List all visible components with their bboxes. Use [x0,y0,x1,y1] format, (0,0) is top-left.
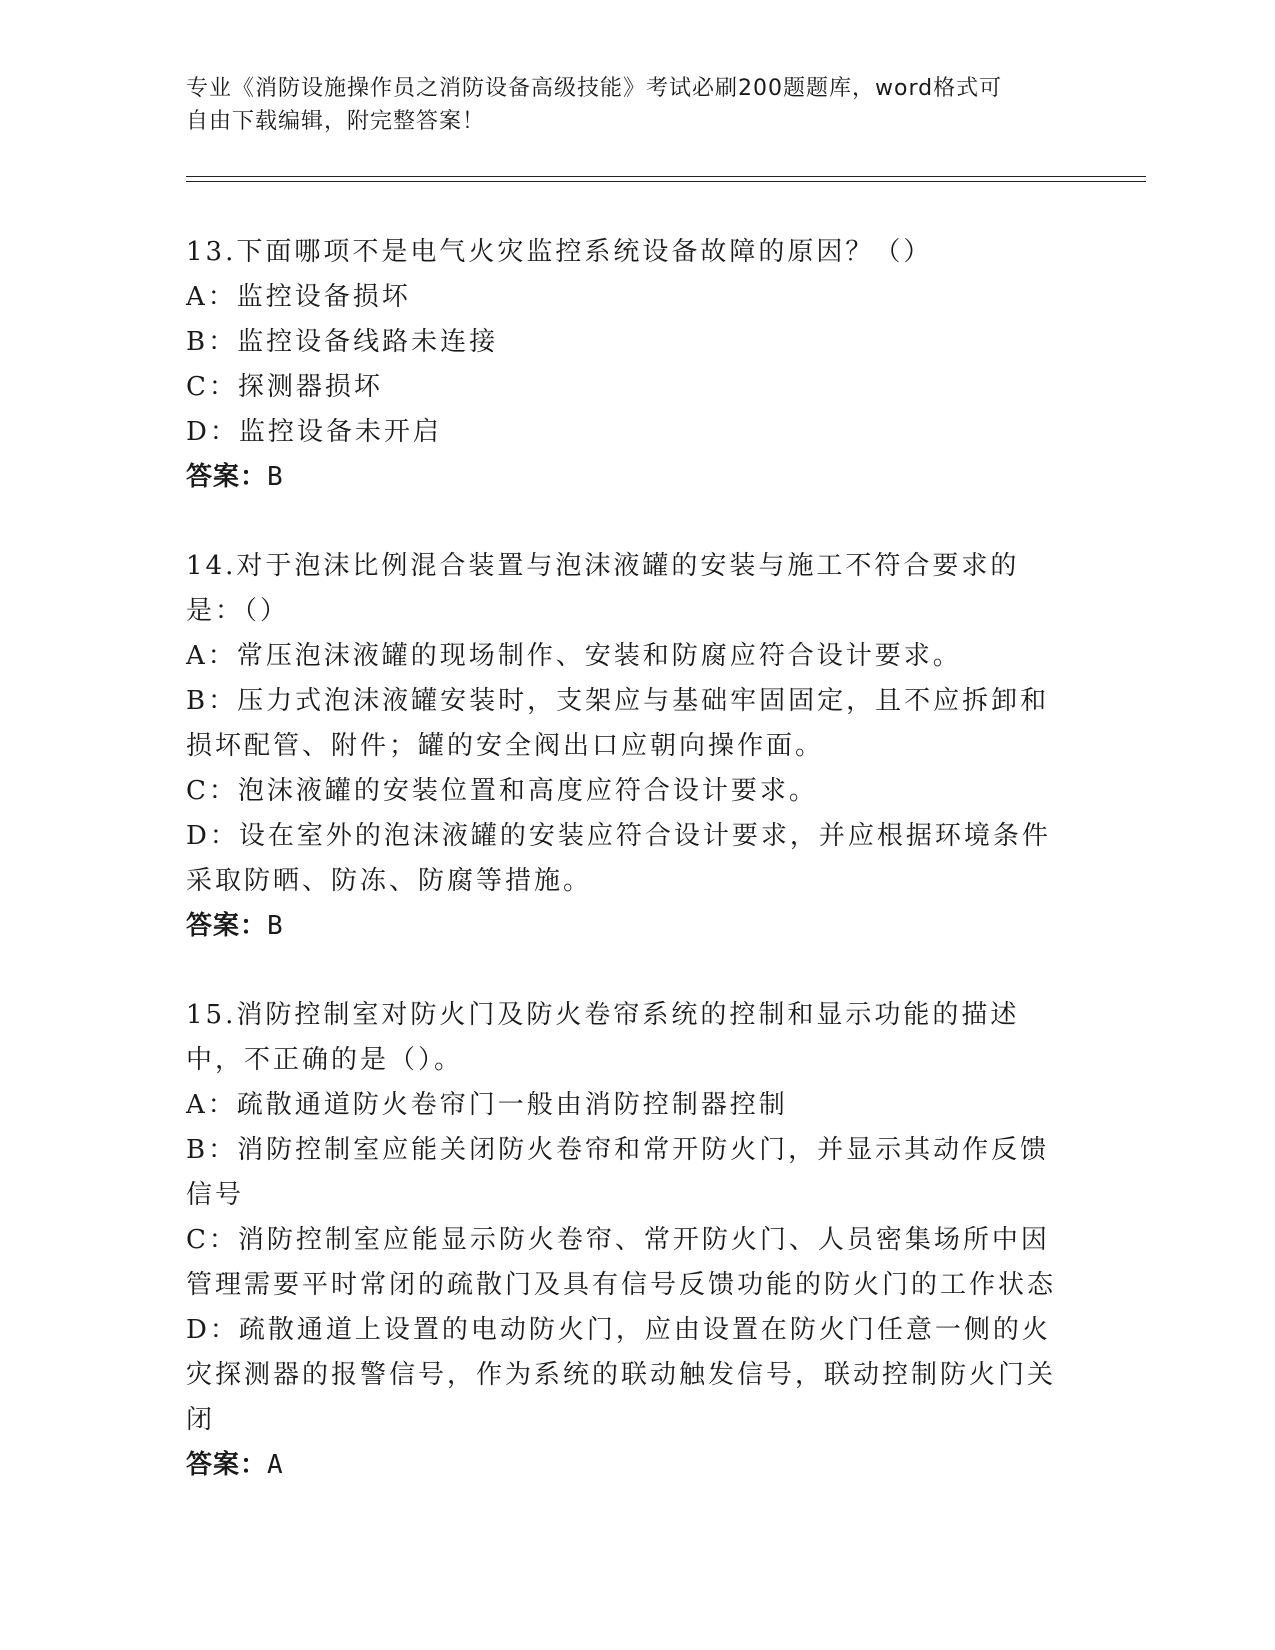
option-a: A：常压泡沫液罐的现场制作、安装和防腐应符合设计要求。 [186,641,962,671]
option-c: C：泡沫液罐的安装位置和高度应符合设计要求。 [186,776,818,806]
answer-value: B [267,911,284,941]
option-a: A：监控设备损坏 [186,282,411,312]
option-b: B：压力式泡沫液罐安装时，支架应与基础牢固固定，且不应拆卸和损坏配管、附件；罐的安全阀出口应朝向操作面。 [186,686,1050,761]
question-15 [186,993,1076,1488]
option-d: D：设在室外的泡沫液罐的安装应符合设计要求，并应根据环境条件采取防晒、防冻、防腐等措施。 [186,821,1051,896]
option-a: A：疏散通道防火卷帘门一般由消防控制器控制 [186,1090,788,1120]
header-line-2: 自由下载编辑，附完整答案！ [186,109,486,134]
answer-label: 答案： [186,462,268,492]
option-d: D：疏散通道上设置的电动防火门，应由设置在防火门任意一侧的火灾探测器的报警信号，作为系统的联动触发信号，联动控制防火门关闭 [186,1315,1057,1435]
answer-label: 答案： [186,1450,268,1480]
answer-line [186,1443,1076,1488]
answer-line [186,455,1076,500]
question-stem: 13.下面哪项不是电气火灾监控系统设备故障的原因？（） [186,237,933,267]
option-c: C：消防控制室应能显示防火卷帘、常开防火门、人员密集场所中因管理需要平时常闭的疏散门及具有信号反馈功能的防火门的工作状态 [186,1225,1057,1300]
question-14 [186,544,1076,949]
question-list [186,230,1076,1532]
question-stem: 15.消防控制室对防火门及防火卷帘系统的控制和显示功能的描述中，不正确的是（）。 [186,1000,1020,1075]
answer-value: A [267,1450,284,1480]
question-13 [186,230,1076,500]
header-divider-top [186,176,1146,177]
option-b: B：监控设备线路未连接 [186,327,499,357]
answer-line [186,904,1076,949]
answer-label: 答案： [186,911,268,941]
option-c: C：探测器损坏 [186,372,383,402]
option-d: D：监控设备未开启 [186,417,442,447]
option-b: B：消防控制室应能关闭防火卷帘和常开防火门，并显示其动作反馈信号 [186,1135,1050,1210]
header-line-1: 专业《消防设施操作员之消防设备高级技能》考试必刷200题题库，word格式可 [186,76,1003,101]
question-stem: 14.对于泡沫比例混合装置与泡沫液罐的安装与施工不符合要求的是：（） [186,551,1020,626]
answer-value: B [267,462,284,492]
document-header [186,72,1066,138]
header-divider-bottom [186,181,1146,182]
